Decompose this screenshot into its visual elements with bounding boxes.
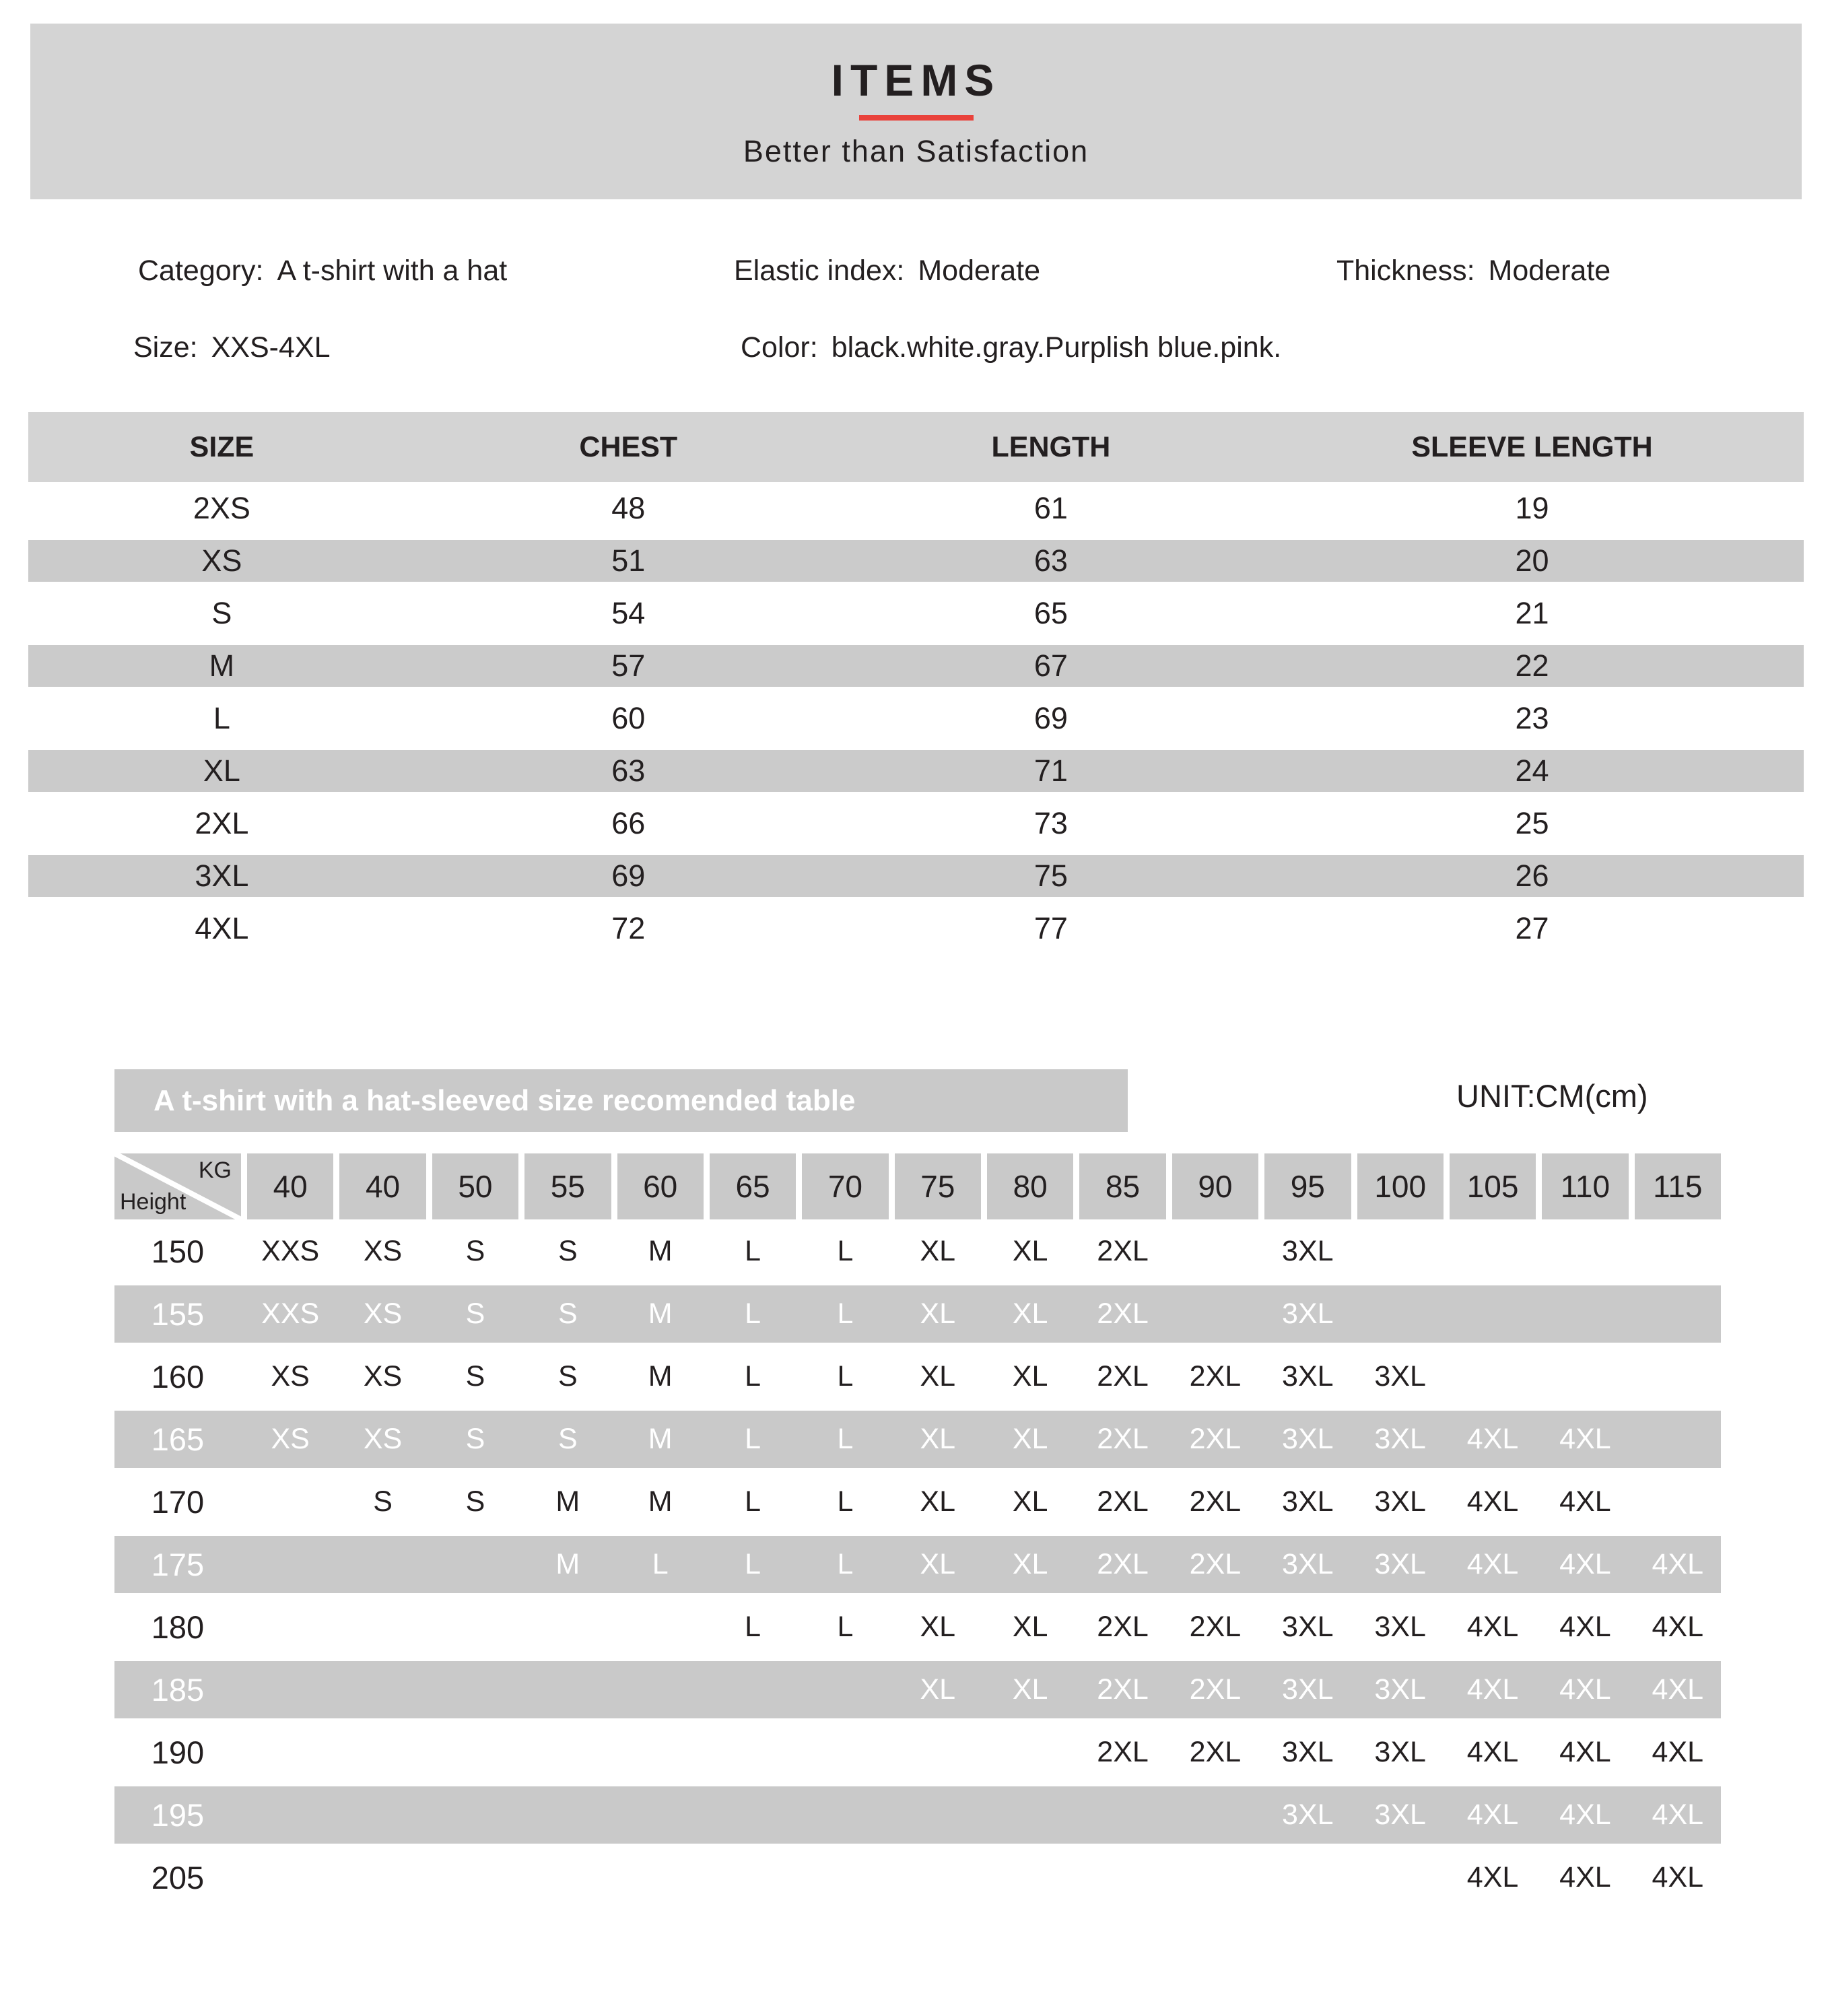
- fit-cell: 2XL: [1189, 1673, 1242, 1706]
- size-table-row: [28, 482, 1804, 535]
- size-value: XXS-4XL: [211, 331, 331, 364]
- fit-cell: M: [648, 1423, 673, 1455]
- fit-cell: 4XL: [1652, 1799, 1704, 1831]
- fit-cell: 4XL: [1559, 1423, 1611, 1455]
- fit-cell: 3XL: [1282, 1799, 1334, 1831]
- fit-cell: M: [555, 1548, 580, 1580]
- chest-cell: 48: [611, 491, 646, 525]
- page-title: ITEMS: [831, 55, 1001, 105]
- fit-cell: 3XL: [1374, 1673, 1426, 1706]
- sleeve-cell: 24: [1515, 753, 1549, 788]
- fit-cell: 3XL: [1374, 1423, 1426, 1455]
- fit-cell: XL: [920, 1611, 956, 1643]
- fit-cell: 4XL: [1652, 1861, 1704, 1893]
- fit-cell: L: [837, 1485, 854, 1518]
- height-cell: 195: [151, 1797, 205, 1833]
- fit-cell: 3XL: [1374, 1360, 1426, 1392]
- fit-cell: 4XL: [1466, 1861, 1519, 1893]
- size-label: Size:: [133, 331, 198, 364]
- fit-cell: 4XL: [1559, 1611, 1611, 1643]
- thickness-value: Moderate: [1488, 255, 1611, 287]
- size-table-row: [28, 850, 1804, 902]
- weight-col-header: 75: [895, 1153, 981, 1219]
- fit-cell: XL: [1012, 1548, 1048, 1580]
- fit-cell: 2XL: [1189, 1548, 1242, 1580]
- fit-cell: 4XL: [1652, 1548, 1704, 1580]
- fit-cell: XL: [920, 1298, 956, 1330]
- fit-cell: 2XL: [1097, 1673, 1149, 1706]
- fit-table-row: [114, 1220, 1721, 1283]
- fit-cell: S: [557, 1235, 578, 1267]
- fit-cell: L: [745, 1298, 761, 1330]
- fit-cell: 3XL: [1282, 1736, 1334, 1768]
- fit-cell: XL: [920, 1548, 956, 1580]
- category-label: Category:: [138, 255, 264, 287]
- fit-cell: 3XL: [1282, 1298, 1334, 1330]
- size-table-row: [28, 587, 1804, 640]
- fit-cell: XS: [363, 1298, 403, 1330]
- fit-cell: 3XL: [1282, 1360, 1334, 1392]
- fit-cell: L: [745, 1548, 761, 1580]
- chest-cell: 63: [611, 753, 646, 788]
- length-cell: 71: [1033, 753, 1068, 788]
- fit-cell: S: [465, 1423, 485, 1455]
- size-cell: 3XL: [195, 859, 249, 893]
- size-table-rows: [28, 482, 1804, 955]
- fit-table-row: [114, 1721, 1721, 1784]
- fit-table-row: [114, 1283, 1721, 1345]
- size-table-row: [28, 692, 1804, 745]
- fit-cell: S: [557, 1423, 578, 1455]
- sleeve-cell: 22: [1515, 648, 1549, 683]
- fit-cell: 2XL: [1097, 1611, 1149, 1643]
- fit-cell: L: [745, 1423, 761, 1455]
- fit-cell: 2XL: [1097, 1485, 1149, 1518]
- fit-cell: XL: [920, 1673, 956, 1706]
- fit-table-row: [114, 1596, 1721, 1658]
- fit-cell: 3XL: [1374, 1548, 1426, 1580]
- weight-col-header: 100: [1357, 1153, 1444, 1219]
- length-cell: 61: [1033, 491, 1068, 525]
- fit-cell: 4XL: [1652, 1611, 1704, 1643]
- fit-cell: M: [648, 1360, 673, 1392]
- length-cell: 67: [1033, 648, 1068, 683]
- fit-cell: L: [745, 1611, 761, 1643]
- weight-col-header: 40: [339, 1153, 426, 1219]
- fit-cell: 2XL: [1097, 1235, 1149, 1267]
- length-cell: 73: [1033, 806, 1068, 840]
- fit-table-title: A t-shirt with a hat-sleeved size recomended table: [154, 1084, 856, 1117]
- size-cell: S: [211, 596, 232, 630]
- unit-label: UNIT:CM(cm): [1456, 1078, 1648, 1114]
- fit-cell: XL: [1012, 1360, 1048, 1392]
- fit-cell: 2XL: [1097, 1736, 1149, 1768]
- fit-cell: S: [373, 1485, 393, 1518]
- fit-cell: 4XL: [1559, 1799, 1611, 1831]
- height-cell: 175: [151, 1547, 205, 1582]
- fit-cell: 2XL: [1189, 1485, 1242, 1518]
- fit-table-title-bar: [114, 1069, 1128, 1132]
- weight-col-header: 40: [247, 1153, 333, 1219]
- chest-cell: 54: [611, 596, 646, 630]
- corner-cell: [114, 1153, 241, 1219]
- fit-cell: 4XL: [1559, 1861, 1611, 1893]
- chest-cell: 72: [611, 911, 646, 945]
- fit-cell: XL: [920, 1485, 956, 1518]
- fit-cell: XS: [363, 1423, 403, 1455]
- fit-cell: 2XL: [1189, 1423, 1242, 1455]
- fit-cell: 3XL: [1374, 1611, 1426, 1643]
- size-table-col-header: CHEST: [579, 431, 678, 463]
- fit-cell: L: [837, 1360, 854, 1392]
- fit-cell: XS: [363, 1235, 403, 1267]
- chest-cell: 57: [611, 648, 646, 683]
- size-cell: 2XL: [195, 806, 249, 840]
- fit-cell: S: [465, 1298, 485, 1330]
- weight-col-header: 110: [1542, 1153, 1628, 1219]
- fit-cell: XL: [920, 1423, 956, 1455]
- fit-cell: XL: [1012, 1423, 1048, 1455]
- height-cell: 190: [151, 1735, 205, 1770]
- info-thickness: [1336, 255, 1610, 288]
- height-cell: 185: [151, 1672, 205, 1708]
- fit-cell: 3XL: [1374, 1799, 1426, 1831]
- size-cell: XL: [203, 753, 240, 788]
- sleeve-cell: 25: [1515, 806, 1549, 840]
- sleeve-cell: 19: [1515, 491, 1549, 525]
- fit-cell: S: [557, 1360, 578, 1392]
- fit-cell: 2XL: [1189, 1360, 1242, 1392]
- fit-cell: M: [648, 1298, 673, 1330]
- fit-cell: 3XL: [1374, 1485, 1426, 1518]
- sleeve-cell: 27: [1515, 911, 1549, 945]
- info-elastic: [734, 255, 1040, 288]
- weight-col-header: 65: [710, 1153, 796, 1219]
- height-cell: 170: [151, 1484, 205, 1520]
- fit-cell: XXS: [261, 1298, 320, 1330]
- weight-col-header: 105: [1450, 1153, 1536, 1219]
- fit-cell: 2XL: [1189, 1736, 1242, 1768]
- fit-cell: 4XL: [1466, 1611, 1519, 1643]
- fit-cell: L: [837, 1611, 854, 1643]
- size-table-col-header: LENGTH: [991, 431, 1111, 463]
- sleeve-cell: 26: [1515, 859, 1549, 893]
- sleeve-cell: 21: [1515, 596, 1549, 630]
- fit-cell: 3XL: [1282, 1611, 1334, 1643]
- info-size: [133, 331, 330, 364]
- fit-cell: L: [745, 1360, 761, 1392]
- fit-cell: XL: [920, 1360, 956, 1392]
- fit-table-row: [114, 1784, 1721, 1846]
- fit-cell: S: [465, 1360, 485, 1392]
- elastic-label: Elastic index:: [734, 255, 905, 287]
- fit-table-rows: [114, 1220, 1721, 1909]
- fit-table-row: [114, 1658, 1721, 1721]
- color-value: black.white.gray.Purplish blue.pink.: [831, 331, 1282, 364]
- fit-cell: 4XL: [1559, 1485, 1611, 1518]
- thickness-label: Thickness:: [1336, 255, 1475, 287]
- fit-cell: XL: [920, 1235, 956, 1267]
- fit-cell: XS: [363, 1360, 403, 1392]
- fit-cell: 2XL: [1189, 1611, 1242, 1643]
- fit-cell: XS: [271, 1423, 310, 1455]
- size-cell: M: [209, 648, 235, 683]
- fit-cell: S: [465, 1485, 485, 1518]
- fit-cell: 4XL: [1559, 1548, 1611, 1580]
- fit-cell: 2XL: [1097, 1298, 1149, 1330]
- elastic-value: Moderate: [918, 255, 1041, 287]
- fit-table-row: [114, 1533, 1721, 1596]
- header-banner: [30, 24, 1802, 199]
- page-subtitle: Better than Satisfaction: [743, 134, 1089, 168]
- fit-cell: M: [648, 1485, 673, 1518]
- chest-cell: 60: [611, 701, 646, 735]
- size-table-header: [28, 412, 1804, 482]
- size-table-row: [28, 640, 1804, 692]
- fit-table-header: [114, 1153, 1721, 1219]
- size-table-row: [28, 745, 1804, 797]
- weight-col-header: 90: [1172, 1153, 1258, 1219]
- fit-cell: L: [652, 1548, 669, 1580]
- height-cell: 180: [151, 1609, 205, 1645]
- size-cell: L: [213, 701, 230, 735]
- fit-cell: L: [837, 1298, 854, 1330]
- sleeve-cell: 20: [1515, 543, 1549, 578]
- fit-cell: 2XL: [1097, 1548, 1149, 1580]
- info-category: [138, 255, 507, 288]
- size-table: [28, 412, 1804, 955]
- fit-cell: 4XL: [1652, 1673, 1704, 1706]
- fit-cell: 3XL: [1282, 1548, 1334, 1580]
- fit-cell: XXS: [261, 1235, 320, 1267]
- fit-cell: 2XL: [1097, 1360, 1149, 1392]
- fit-cell: 4XL: [1466, 1736, 1519, 1768]
- height-cell: 150: [151, 1234, 205, 1269]
- fit-cell: S: [557, 1298, 578, 1330]
- length-cell: 75: [1033, 859, 1068, 893]
- size-table-col-header: SIZE: [189, 431, 255, 463]
- fit-cell: 4XL: [1559, 1736, 1611, 1768]
- length-cell: 63: [1033, 543, 1068, 578]
- size-cell: 2XS: [193, 491, 250, 525]
- height-cell: 205: [151, 1860, 205, 1895]
- chest-cell: 51: [611, 543, 646, 578]
- weight-col-header: 85: [1079, 1153, 1165, 1219]
- height-label: Height: [120, 1189, 186, 1215]
- chest-cell: 66: [611, 806, 646, 840]
- length-cell: 65: [1033, 596, 1068, 630]
- title-underline: [859, 115, 974, 121]
- fit-cell: 4XL: [1652, 1736, 1704, 1768]
- fit-table-row: [114, 1846, 1721, 1909]
- fit-cell: L: [837, 1423, 854, 1455]
- weight-col-header: 60: [617, 1153, 704, 1219]
- fit-cell: M: [555, 1485, 580, 1518]
- size-cell: 4XL: [195, 911, 249, 945]
- kg-label: KG: [198, 1157, 232, 1183]
- height-cell: 155: [151, 1296, 205, 1332]
- height-cell: 160: [151, 1359, 205, 1395]
- fit-cell: XS: [271, 1360, 310, 1392]
- weight-col-header: 50: [432, 1153, 518, 1219]
- fit-cell: L: [745, 1485, 761, 1518]
- size-table-row: [28, 797, 1804, 850]
- weight-col-header: 80: [987, 1153, 1073, 1219]
- fit-cell: 3XL: [1282, 1485, 1334, 1518]
- color-label: Color:: [741, 331, 818, 364]
- fit-cell: 4XL: [1466, 1548, 1519, 1580]
- fit-cell: 4XL: [1559, 1673, 1611, 1706]
- fit-table-row: [114, 1408, 1721, 1471]
- fit-cell: S: [465, 1235, 485, 1267]
- fit-table-row: [114, 1471, 1721, 1533]
- weight-col-header: 70: [802, 1153, 888, 1219]
- fit-table-row: [114, 1345, 1721, 1408]
- info-color: [741, 331, 1281, 364]
- fit-cell: XL: [1012, 1673, 1048, 1706]
- fit-cell: 4XL: [1466, 1485, 1519, 1518]
- length-cell: 69: [1033, 701, 1068, 735]
- sleeve-cell: 23: [1515, 701, 1549, 735]
- fit-cell: L: [837, 1235, 854, 1267]
- fit-cell: M: [648, 1235, 673, 1267]
- fit-cell: 4XL: [1466, 1673, 1519, 1706]
- fit-cell: XL: [1012, 1235, 1048, 1267]
- fit-cell: L: [745, 1235, 761, 1267]
- fit-cell: 3XL: [1282, 1673, 1334, 1706]
- length-cell: 77: [1033, 911, 1068, 945]
- weight-col-header: 95: [1264, 1153, 1351, 1219]
- chest-cell: 69: [611, 859, 646, 893]
- size-table-row: [28, 902, 1804, 955]
- fit-cell: XL: [1012, 1611, 1048, 1643]
- weight-col-header: 115: [1635, 1153, 1721, 1219]
- fit-cell: XL: [1012, 1485, 1048, 1518]
- fit-cell: 4XL: [1466, 1423, 1519, 1455]
- size-cell: XS: [201, 543, 242, 578]
- fit-cell: 3XL: [1282, 1423, 1334, 1455]
- fit-cell: 2XL: [1097, 1423, 1149, 1455]
- category-value: A t-shirt with a hat: [277, 255, 508, 287]
- fit-cell: XL: [1012, 1298, 1048, 1330]
- fit-cell: 4XL: [1466, 1799, 1519, 1831]
- height-cell: 165: [151, 1421, 205, 1457]
- fit-cell: 3XL: [1282, 1235, 1334, 1267]
- weight-col-header: 55: [524, 1153, 611, 1219]
- fit-cell: L: [837, 1548, 854, 1580]
- size-table-col-header: SLEEVE LENGTH: [1411, 431, 1653, 463]
- fit-cell: 3XL: [1374, 1736, 1426, 1768]
- size-table-row: [28, 535, 1804, 587]
